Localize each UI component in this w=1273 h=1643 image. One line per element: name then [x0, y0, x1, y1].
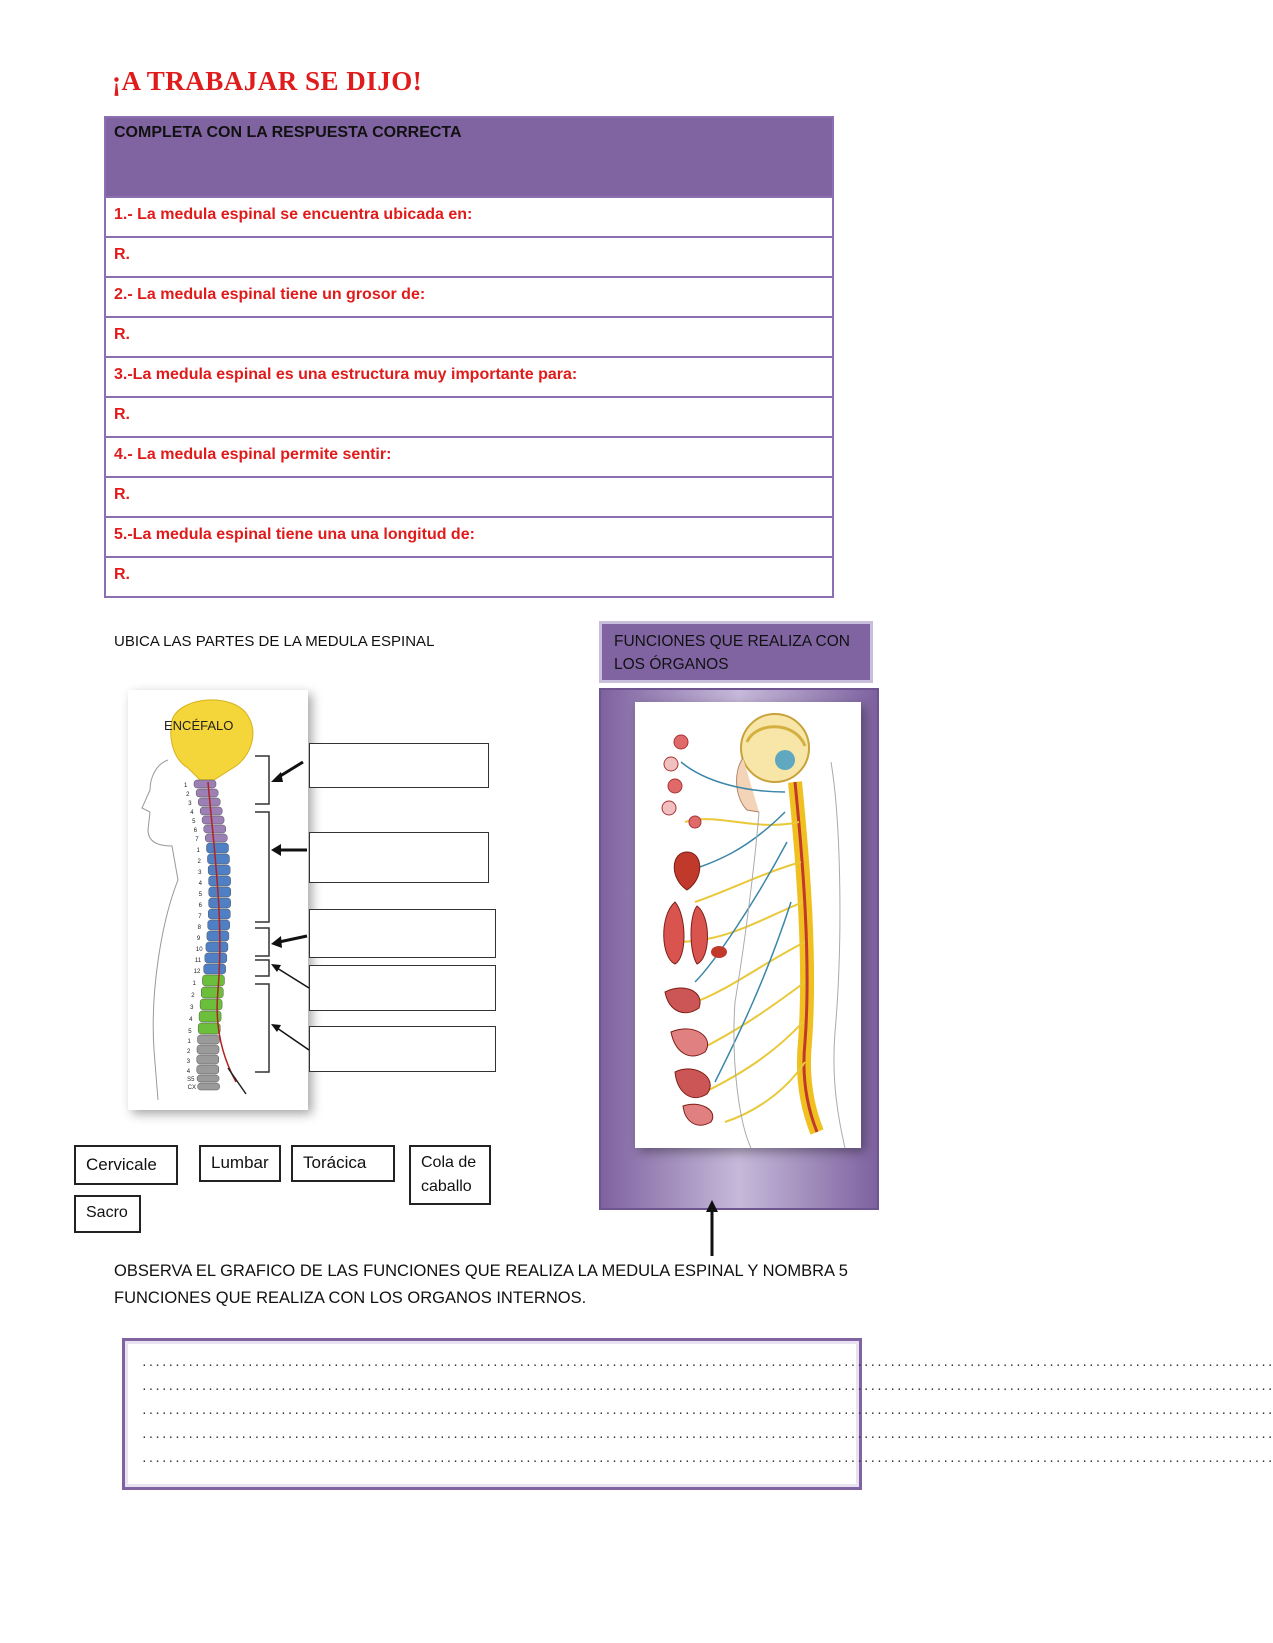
- vertebra: [206, 843, 228, 853]
- vertebra-number: 1: [196, 848, 200, 854]
- spine-answer-box-4[interactable]: [309, 965, 496, 1011]
- vertebra: [194, 780, 216, 788]
- vertebra: [196, 789, 218, 797]
- vertebra-number: CX: [187, 1085, 196, 1091]
- vertebra: [209, 876, 231, 886]
- spine-answer-box-1[interactable]: [309, 743, 489, 788]
- functions-frame: [599, 688, 879, 1210]
- vertebra: [209, 898, 231, 908]
- brain-label: ENCÉFALO: [164, 718, 234, 733]
- vertebra-number: 3: [186, 1059, 191, 1065]
- spine-answer-box-2[interactable]: [309, 832, 489, 883]
- vertebra: [197, 1035, 219, 1044]
- vertebra: [202, 975, 224, 986]
- vertebra: [197, 1065, 219, 1074]
- vertebra: [204, 964, 226, 974]
- vertebra-number: 4: [189, 1017, 193, 1023]
- vertebra-number: 4: [190, 810, 194, 816]
- vertebra-number: 12: [193, 969, 201, 975]
- vertebra-number: 6: [193, 828, 198, 834]
- vertebra: [209, 887, 231, 897]
- word-lumbar[interactable]: Lumbar: [199, 1145, 281, 1182]
- page-title: ¡A TRABAJAR SE DIJO!: [112, 66, 423, 96]
- word-cola-line1: Cola de: [421, 1154, 477, 1171]
- vertebra-number: 3: [190, 1005, 194, 1011]
- vertebra: [197, 1045, 219, 1054]
- observe-instruction: OBSERVA EL GRAFICO DE LAS FUNCIONES QUE REALIZA LA MEDULA ESPINAL Y NOMBRA 5 FUNCIONES QUE REALIZA CON LOS ORGANOS INTERNOS.: [114, 1262, 848, 1307]
- dotted-line-4[interactable]: ...........................................................................................................................................................................: [141, 1428, 1273, 1441]
- spine-column: [184, 780, 231, 1091]
- vertebra: [198, 1023, 220, 1034]
- dotted-line-2[interactable]: ...........................................................................................................................................................................: [141, 1380, 1273, 1393]
- vertebra: [197, 1075, 219, 1082]
- vertebra-number: 2: [187, 1049, 191, 1055]
- word-cola-line2: caballo: [421, 1178, 472, 1195]
- vertebra-number: 1: [192, 981, 196, 987]
- functions-header: FUNCIONES QUE REALIZA CON LOS ÓRGANOS: [599, 621, 873, 683]
- table-header: COMPLETA CON LA RESPUESTA CORRECTA: [106, 118, 832, 196]
- question-1: 1.- La medula espinal se encuentra ubicada en:: [106, 196, 832, 236]
- vertebra-number: 9: [196, 936, 201, 942]
- vertebra-number: 1: [184, 783, 188, 789]
- vertebra: [206, 942, 228, 952]
- spine-section-label: UBICA LAS PARTES DE LA MEDULA ESPINAL: [114, 633, 435, 650]
- vertebra: [200, 999, 222, 1010]
- word-cola-de-caballo[interactable]: [409, 1145, 491, 1205]
- answer-3[interactable]: R.: [106, 396, 832, 436]
- vertebra: [205, 834, 227, 842]
- vertebra-number: 10: [195, 947, 203, 953]
- questions-table: [104, 116, 834, 598]
- dotted-line-3[interactable]: ...........................................................................................................................................................................: [141, 1404, 1273, 1417]
- organs: [662, 735, 727, 1125]
- spine-answer-box-5[interactable]: [309, 1026, 496, 1072]
- vertebra: [205, 953, 227, 963]
- dotted-line-5[interactable]: ...........................................................................................................................................................................: [141, 1452, 1273, 1465]
- vertebra-number: S5: [187, 1077, 195, 1083]
- vertebra-number: 3: [198, 870, 202, 876]
- answer-5[interactable]: R.: [106, 556, 832, 596]
- vertebra-number: 6: [198, 903, 202, 909]
- vertebra-number: 5: [192, 819, 196, 825]
- vertebra-number: 11: [194, 958, 202, 964]
- vertebra-number: 5: [188, 1029, 192, 1035]
- word-sacro[interactable]: Sacro: [74, 1195, 141, 1233]
- vertebra-number: 4: [198, 881, 202, 887]
- nervous-system-figure: [635, 702, 861, 1148]
- vertebra: [207, 931, 229, 941]
- word-toracica[interactable]: Torácica: [291, 1145, 395, 1182]
- nervous-system-illustration: [635, 702, 861, 1148]
- brain-shape: [171, 700, 253, 780]
- vertebra-number: 2: [186, 792, 190, 798]
- vertebra-number: 4: [186, 1069, 191, 1075]
- vertebra: [201, 987, 223, 998]
- vertebra-number: 8: [197, 925, 202, 931]
- question-5: 5.-La medula espinal tiene una una longitud de:: [106, 516, 832, 556]
- vertebra-number: 7: [195, 837, 199, 843]
- vertebra-number: 7: [198, 914, 202, 920]
- answer-4[interactable]: R.: [106, 476, 832, 516]
- answer-1[interactable]: R.: [106, 236, 832, 276]
- word-cervical[interactable]: Cervicale: [74, 1145, 178, 1185]
- vertebra: [198, 1083, 220, 1090]
- vertebra-number: 2: [191, 993, 195, 999]
- vertebra-number: 3: [188, 801, 192, 807]
- vertebra: [207, 854, 229, 864]
- vertebra: [204, 825, 226, 833]
- brackets-arrows: [255, 750, 315, 1090]
- functions-answer-box[interactable]: [122, 1338, 1273, 1490]
- up-arrow: [702, 1200, 722, 1260]
- vertebra: [208, 865, 230, 875]
- question-3: 3.-La medula espinal es una estructura muy importante para:: [106, 356, 832, 396]
- question-2: 2.- La medula espinal tiene un grosor de:: [106, 276, 832, 316]
- vertebra-number: 5: [198, 892, 203, 898]
- spine-answer-box-3[interactable]: [309, 909, 496, 958]
- vertebra-number: 2: [197, 859, 201, 865]
- dotted-line-1[interactable]: ...........................................................................................................................................................................: [141, 1356, 1273, 1369]
- question-4: 4.- La medula espinal permite sentir:: [106, 436, 832, 476]
- answer-2[interactable]: R.: [106, 316, 832, 356]
- vertebra-number: 1: [187, 1039, 191, 1045]
- vertebra: [208, 920, 230, 930]
- vertebra: [197, 1055, 219, 1064]
- vertebra: [202, 816, 224, 824]
